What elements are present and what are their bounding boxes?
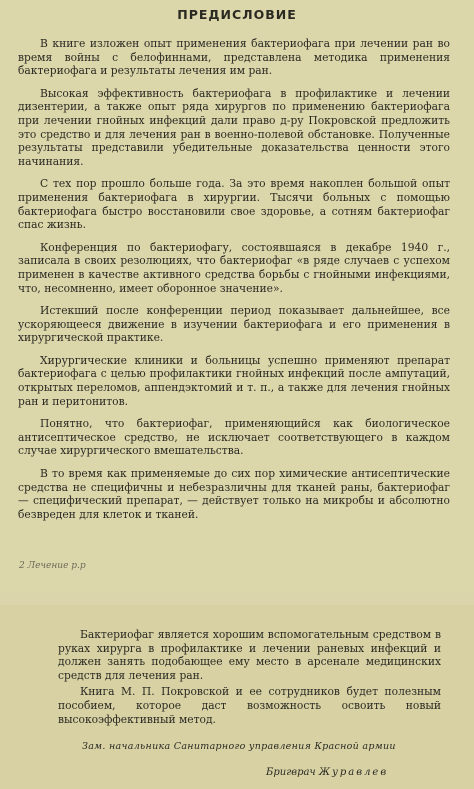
page-title: ПРЕДИСЛОВИЕ: [177, 7, 297, 22]
signature-position: Зам. начальника Санитарного управления Красной армии: [82, 741, 396, 752]
paragraph: Бактериофаг является хорошим вспомогательным средством в руках хирурга в профилактике и лечении раневых инфекций и должен занять подобающее ему место в арсенале медицинских средств для лечения ран.: [58, 628, 441, 682]
signature-surname: Журавлев: [318, 767, 389, 778]
paragraph: Истекший после конференции период показывает дальнейшее, все ускоряющееся движение в изучении бактериофага и его применения в хирургической практике.: [18, 304, 450, 345]
page-footnote: 2 Лечение р.р: [19, 561, 86, 571]
endorsement-text: [58, 628, 441, 729]
signature-name: [266, 767, 388, 778]
paragraph: Понятно, что бактериофаг, применяющийся как биологическое антисептическое средство, не исключает соответствующего в каждом случае хирургического вмешательства.: [18, 417, 450, 458]
paragraph: С тех пор прошло больше года. За это время накоплен большой опыт применения бактериофага в хирургии. Тысячи больных с помощью бактериофага быстро восстановили свое здоровье, а сотням бактериофаг спас жизнь.: [18, 177, 450, 232]
paragraph: Высокая эффективность бактериофага в профилактике и лечении дизентерии, а также опыт ряда хирургов по применению бактериофага при лечении гнойных инфекций дали право д-ру Покровской предложить это средство и для лечения ран в военно-полевой обстановке. Полученные результаты представили убедительные доказательства ценности этого начинания.: [18, 86, 450, 168]
preface-body: [18, 37, 450, 530]
paragraph: Книга М. П. Покровской и ее сотрудников будет полезным пособием, которое даст возможность освоить новый высокоэффективный метод.: [58, 685, 441, 726]
paragraph: Конференция по бактериофагу, состоявшаяся в декабре 1940 г., записала в своих резолюциях, что бактериофаг «в ряде случаев с успехом применен в качестве активного средства борьбы с гнойными инфекциями, что, несомненно, имеет оборонное значение».: [18, 240, 450, 295]
paragraph: В книге изложен опыт применения бактериофага при лечении ран во время войны с белофиннами, представлена методика применения бактериофага и результаты лечения им ран.: [18, 37, 450, 78]
paragraph: В то время как применяемые до сих пор химические антисептические средства не специфичны и небезразличны для тканей раны, бактериофаг — специфический препарат, — действует только на микробы и абсолютно безвреден для клеток и тканей.: [18, 467, 450, 521]
signature-rank: Бригврач: [266, 767, 316, 778]
paragraph: Хирургические клиники и больницы успешно применяют препарат бактериофага с целью профилактики гнойных инфекций после ампутаций, открытых переломов, аппендэктомий и т. п., а также для лечения гнойных ран и перитонитов.: [18, 353, 450, 408]
